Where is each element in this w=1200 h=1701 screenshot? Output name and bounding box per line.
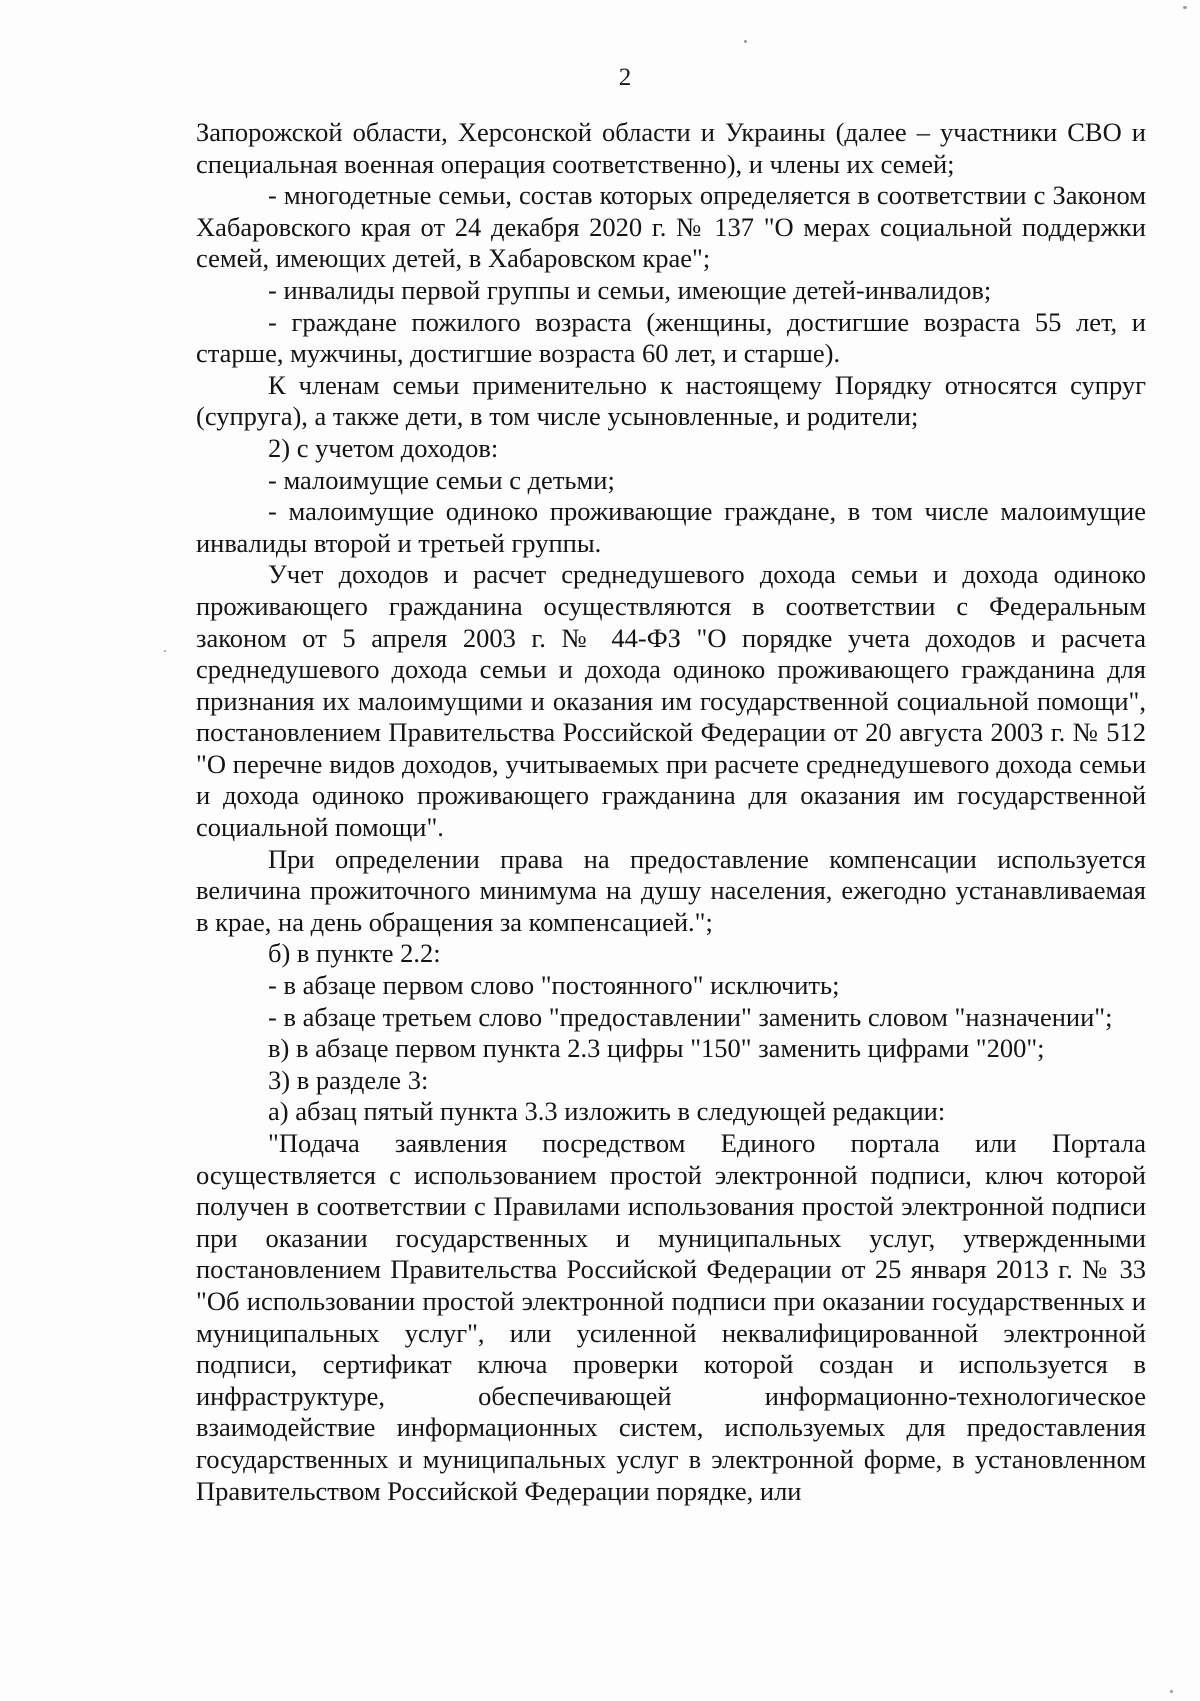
document-body [196,117,1146,1507]
page-number: 2 [618,64,632,91]
scan-speck [744,40,747,43]
paragraph-low-income-single: - малоимущие одиноко проживающие граждане, в том числе малоимущие инвалиды второй и третьей группы. [196,496,1146,558]
paragraph-item-b: б) в пункте 2.2: [268,938,441,969]
paragraph-section-3: 3) в разделе 3: [268,1064,429,1095]
paragraph-amend-first: - в абзаце первом слово "постоянного" исключить; [268,970,840,1001]
paragraph-large-families: - многодетные семьи, состав которых определяется в соответствии с Законом Хабаровского края от 24 декабря 2020 г. № 137 "О мерах социальной поддержки семей, имеющих детей, в Хабаровском крае"; [196,180,1146,274]
paragraph-item-a: а) абзац пятый пункта 3.3 изложить в следующей редакции: [268,1096,946,1127]
scan-speck [164,650,166,652]
paragraph-amend-third: - в абзаце третьем слово "предоставлении" заменить словом "назначении"; [268,1001,1113,1032]
paragraph-low-income-families: - малоимущие семьи с детьми; [268,464,615,495]
paragraph-application-submission: "Подача заявления посредством Единого портала или Портала осуществляется с использованием простой электронной подписи, ключ которой получен в соответствии с Правилами использования простой электронной подписи при оказании государственных и муниципальных услуг, утвержденными постановлением Правительства Российской Федерации от 25 января 2013 г. № 33 "Об использовании простой электронной подписи при оказании государственных и муниципальных услуг", или усиленной неквалифицированной электронной подписи, сертификат ключа проверки которой создан и используется в инфраструктуре, обеспечивающей информационно-технологическое взаимодействие информационных систем, используемых для предоставления государственных и муниципальных услуг в электронной форме, в установленном Правительством Российской Федерации порядке, или [196,1128,1146,1506]
paragraph-income-calculation: Учет доходов и расчет среднедушевого дохода семьи и дохода одиноко проживающего гражданина осуществляются в соответствии с Федеральным законом от 5 апреля 2003 г. № 44-ФЗ "О порядке учета доходов и расчета среднедушевого дохода семьи и дохода одиноко проживающего гражданина для признания их малоимущими и оказания им государственной социальной помощи", постановлением Правительства Российской Федерации от 20 августа 2003 г. № 512 "О перечне видов доходов, учитываемых при расчете среднедушевого дохода семьи и дохода одиноко проживающего гражданина для оказания им государственной социальной помощи". [196,559,1146,843]
paragraph-family-members: К членам семьи применительно к настоящему Порядку относятся супруг (супруга), а также дети, в том числе усыновленные, и родители; [196,369,1146,432]
paragraph-elderly: - граждане пожилого возраста (женщины, достигшие возраста 55 лет, и старше, мужчины, достигшие возраста 60 лет, и старше). [196,306,1146,369]
paragraph-continued: Запорожской области, Херсонской области и Украины (далее – участники СВО и специальная военная операция соответственно), и члены их семей; [196,117,1146,179]
paragraph-income-heading: 2) с учетом доходов: [268,432,499,463]
scan-speck [1183,6,1187,9]
paragraph-subsistence-minimum: При определении права на предоставление компенсации используется величина прожиточного минимума на душу населения, ежегодно устанавливаемая в крае, на день обращения за компенсацией."; [196,843,1146,937]
paragraph-item-v: в) в абзаце первом пункта 2.3 цифры "150" заменить цифрами "200"; [268,1033,1045,1064]
paragraph-disabled: - инвалиды первой группы и семьи, имеющие детей-инвалидов; [268,274,992,305]
scan-speck [1170,1690,1173,1693]
